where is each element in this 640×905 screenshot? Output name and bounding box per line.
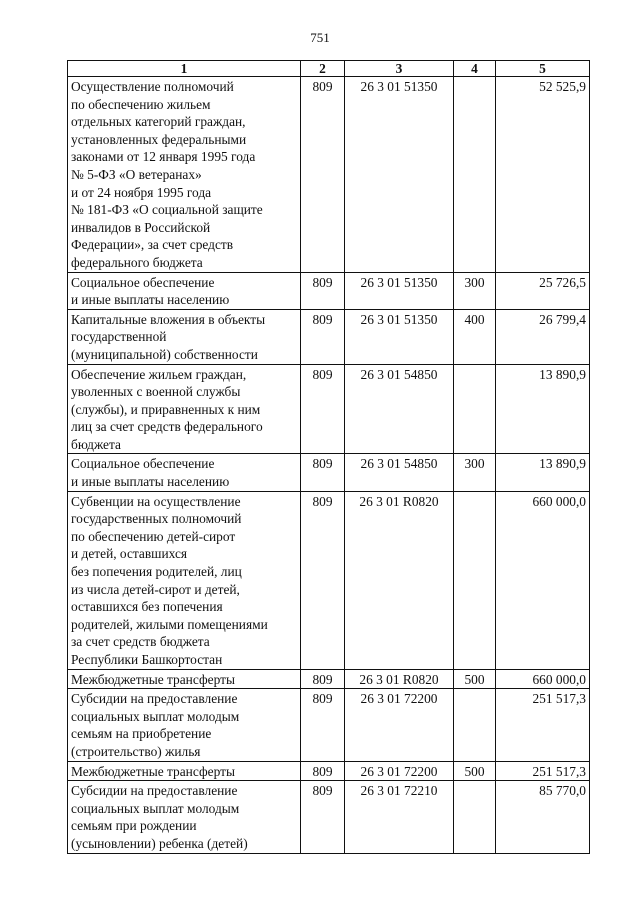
table-body: [68, 77, 590, 854]
row-target-code: 26 3 01 R0820: [345, 491, 454, 669]
description-line: Осуществление полномочий: [71, 79, 234, 94]
header-col-2: 2: [301, 61, 345, 77]
row-amount: 13 890,9: [496, 454, 590, 491]
row-target-code: 26 3 01 51350: [345, 77, 454, 273]
description-line: Социальное обеспечение: [71, 456, 215, 472]
description-line: Субсидии на предоставление: [71, 691, 238, 707]
table-row: [68, 454, 590, 491]
row-description: [68, 454, 301, 491]
description-line: Межбюджетные трансферты: [71, 763, 235, 779]
row-amount: 251 517,3: [496, 689, 590, 761]
description-line: (усыновлении) ребенка (детей): [71, 835, 248, 851]
description-line: лиц за счет средств федерального: [71, 419, 263, 435]
description-line: и от 24 ноября 1995 года: [71, 184, 212, 200]
row-amount: 660 000,0: [496, 669, 590, 689]
row-amount: 85 770,0: [496, 781, 590, 853]
row-expense-type: [454, 77, 496, 273]
row-description: [68, 669, 301, 689]
description-line: (муниципальной) собственности: [71, 346, 258, 362]
description-line: Федерации», за счет средств: [71, 237, 234, 253]
description-line: государственных полномочий: [71, 511, 242, 527]
description-line: законами от 12 января 1995 года: [71, 149, 256, 165]
row-description: [68, 781, 301, 853]
row-expense-type: 500: [454, 761, 496, 781]
description-line: Субвенции на осуществление: [71, 493, 241, 509]
header-col-4: 4: [454, 61, 496, 77]
description-line: и иные выплаты населению: [71, 474, 230, 490]
row-expense-type: [454, 689, 496, 761]
description-line: установленных федеральными: [71, 131, 247, 147]
table-row: [68, 272, 590, 309]
row-target-code: 26 3 01 72210: [345, 781, 454, 853]
row-target-code: 26 3 01 72200: [345, 689, 454, 761]
row-target-code: 26 3 01 R0820: [345, 669, 454, 689]
table-row: [68, 364, 590, 454]
row-target-code: 26 3 01 51350: [345, 272, 454, 309]
table-row: [68, 781, 590, 853]
description-line: уволенных с военной службы: [71, 384, 241, 400]
row-amount: 251 517,3: [496, 761, 590, 781]
table-row: [68, 77, 590, 273]
row-target-code: 26 3 01 54850: [345, 454, 454, 491]
description-line: Субсидии на предоставление: [71, 783, 238, 799]
description-line: отдельных категорий граждан,: [71, 114, 246, 130]
table-row: [68, 491, 590, 669]
row-expense-type: 300: [454, 454, 496, 491]
table-row: [68, 761, 590, 781]
header-col-5: 5: [496, 61, 590, 77]
row-ministry-code: 809: [301, 781, 345, 853]
description-line: и детей, оставшихся: [71, 546, 188, 562]
header-row: [68, 61, 590, 77]
row-ministry-code: 809: [301, 272, 345, 309]
row-target-code: 26 3 01 54850: [345, 364, 454, 454]
description-line: инвалидов в Российской: [71, 219, 211, 235]
table-row: [68, 689, 590, 761]
description-line: без попечения родителей, лиц: [71, 564, 242, 580]
row-target-code: 26 3 01 51350: [345, 309, 454, 364]
description-line: Социальное обеспечение: [71, 274, 215, 290]
description-line: № 5-ФЗ «О ветеранах»: [71, 166, 202, 182]
description-line: оставшихся без попечения: [71, 599, 223, 615]
row-description: [68, 272, 301, 309]
header-col-3: 3: [345, 61, 454, 77]
row-amount: 660 000,0: [496, 491, 590, 669]
row-description: [68, 364, 301, 454]
row-expense-type: 400: [454, 309, 496, 364]
row-ministry-code: 809: [301, 364, 345, 454]
description-line: федерального бюджета: [71, 254, 203, 270]
description-line: бюджета: [71, 436, 121, 452]
row-description: [68, 491, 301, 669]
row-description: [68, 77, 301, 273]
description-line: и иные выплаты населению: [71, 292, 230, 308]
row-ministry-code: 809: [301, 77, 345, 273]
table-row: [68, 309, 590, 364]
row-expense-type: [454, 364, 496, 454]
row-amount: 52 525,9: [496, 77, 590, 273]
row-expense-type: 500: [454, 669, 496, 689]
description-line: по обеспечению жильем: [71, 96, 211, 112]
description-line: родителей, жилыми помещениями: [71, 616, 268, 632]
row-ministry-code: 809: [301, 491, 345, 669]
row-amount: 13 890,9: [496, 364, 590, 454]
description-line: (строительство) жилья: [71, 743, 201, 759]
row-ministry-code: 809: [301, 689, 345, 761]
row-ministry-code: 809: [301, 761, 345, 781]
description-line: социальных выплат молодым: [71, 708, 240, 724]
description-line: из числа детей-сирот и детей,: [71, 581, 240, 597]
row-ministry-code: 809: [301, 669, 345, 689]
row-expense-type: [454, 491, 496, 669]
row-expense-type: [454, 781, 496, 853]
description-line: Республики Башкортостан: [71, 652, 223, 667]
description-line: Межбюджетные трансферты: [71, 671, 235, 687]
row-description: [68, 309, 301, 364]
row-description: [68, 689, 301, 761]
header-col-1: 1: [68, 61, 301, 77]
description-line: семьям при рождении: [71, 818, 197, 834]
budget-table: [67, 60, 590, 854]
row-description: [68, 761, 301, 781]
description-line: (службы), и приравненных к ним: [71, 401, 261, 417]
description-line: социальных выплат молодым: [71, 800, 240, 816]
description-line: Обеспечение жильем граждан,: [71, 366, 247, 382]
page-number: 751: [310, 30, 330, 45]
row-amount: 25 726,5: [496, 272, 590, 309]
description-line: по обеспечению детей-сирот: [71, 528, 236, 544]
row-amount: 26 799,4: [496, 309, 590, 364]
row-ministry-code: 809: [301, 309, 345, 364]
description-line: № 181-ФЗ «О социальной защите: [71, 202, 263, 218]
row-ministry-code: 809: [301, 454, 345, 491]
table-row: [68, 669, 590, 689]
description-line: семьям на приобретение: [71, 726, 212, 742]
description-line: за счет средств бюджета: [71, 634, 210, 650]
description-line: государственной: [71, 329, 167, 345]
row-expense-type: 300: [454, 272, 496, 309]
row-target-code: 26 3 01 72200: [345, 761, 454, 781]
description-line: Капитальные вложения в объекты: [71, 311, 266, 327]
